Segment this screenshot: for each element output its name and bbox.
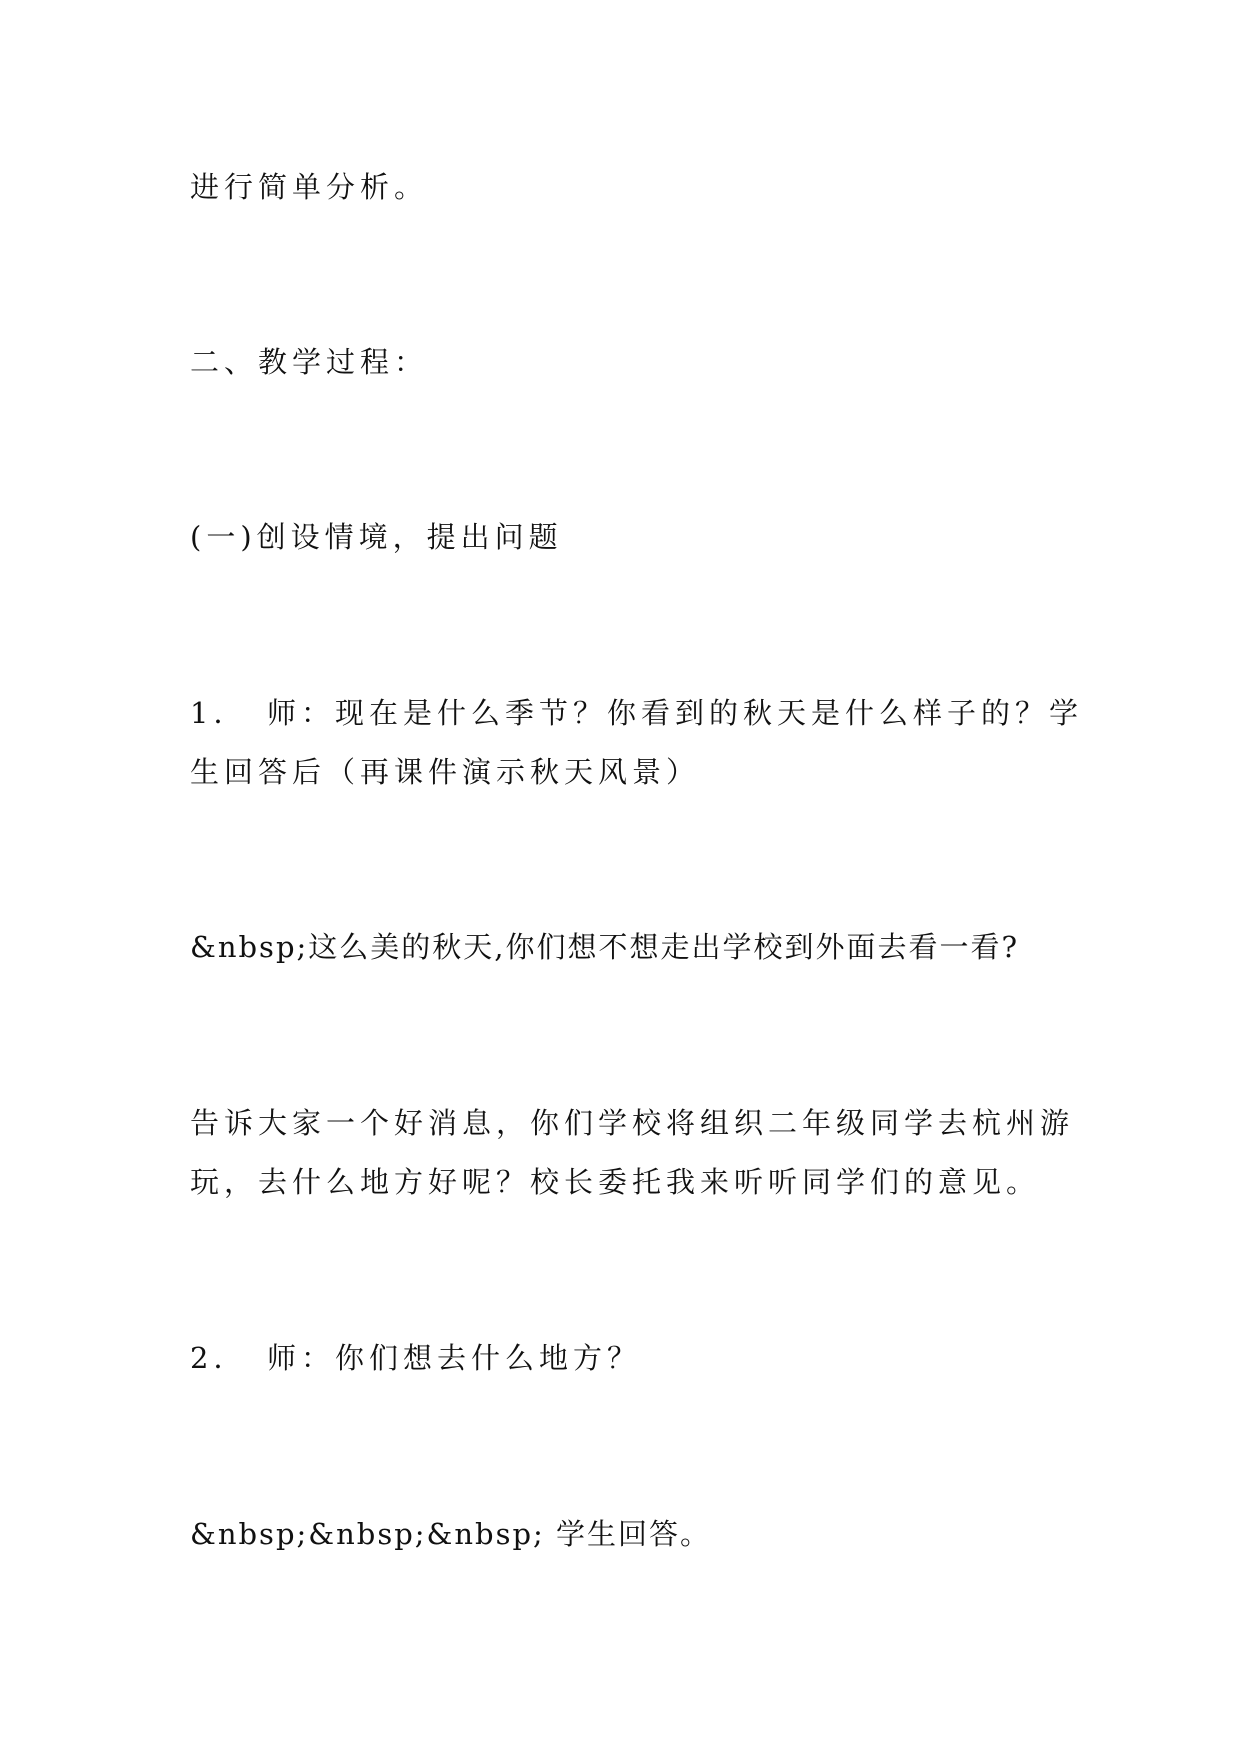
text-line: 告诉大家一个好消息，你们学校将组织二年级同学去杭州游	[190, 1106, 1075, 1140]
section-heading: 二、教学过程：	[190, 345, 429, 379]
text-line: 玩，去什么地方好呢？校长委托我来听听同学们的意见。	[190, 1165, 1041, 1199]
text-line: 2． 师：你们想去什么地方？	[190, 1341, 641, 1375]
text-line: 1． 师：现在是什么季节？你看到的秋天是什么样子的？学	[190, 696, 1083, 730]
text-line: 生回答后（再课件演示秋天风景）	[190, 755, 701, 789]
text-line: &nbsp;这么美的秋天,你们想不想走出学校到外面去看一看?	[190, 930, 1020, 964]
subsection-heading: (一)创设情境，提出问题	[190, 520, 563, 554]
text-line: &nbsp;&nbsp;&nbsp; 学生回答。	[190, 1517, 712, 1551]
text-line: 进行简单分析。	[190, 170, 429, 204]
